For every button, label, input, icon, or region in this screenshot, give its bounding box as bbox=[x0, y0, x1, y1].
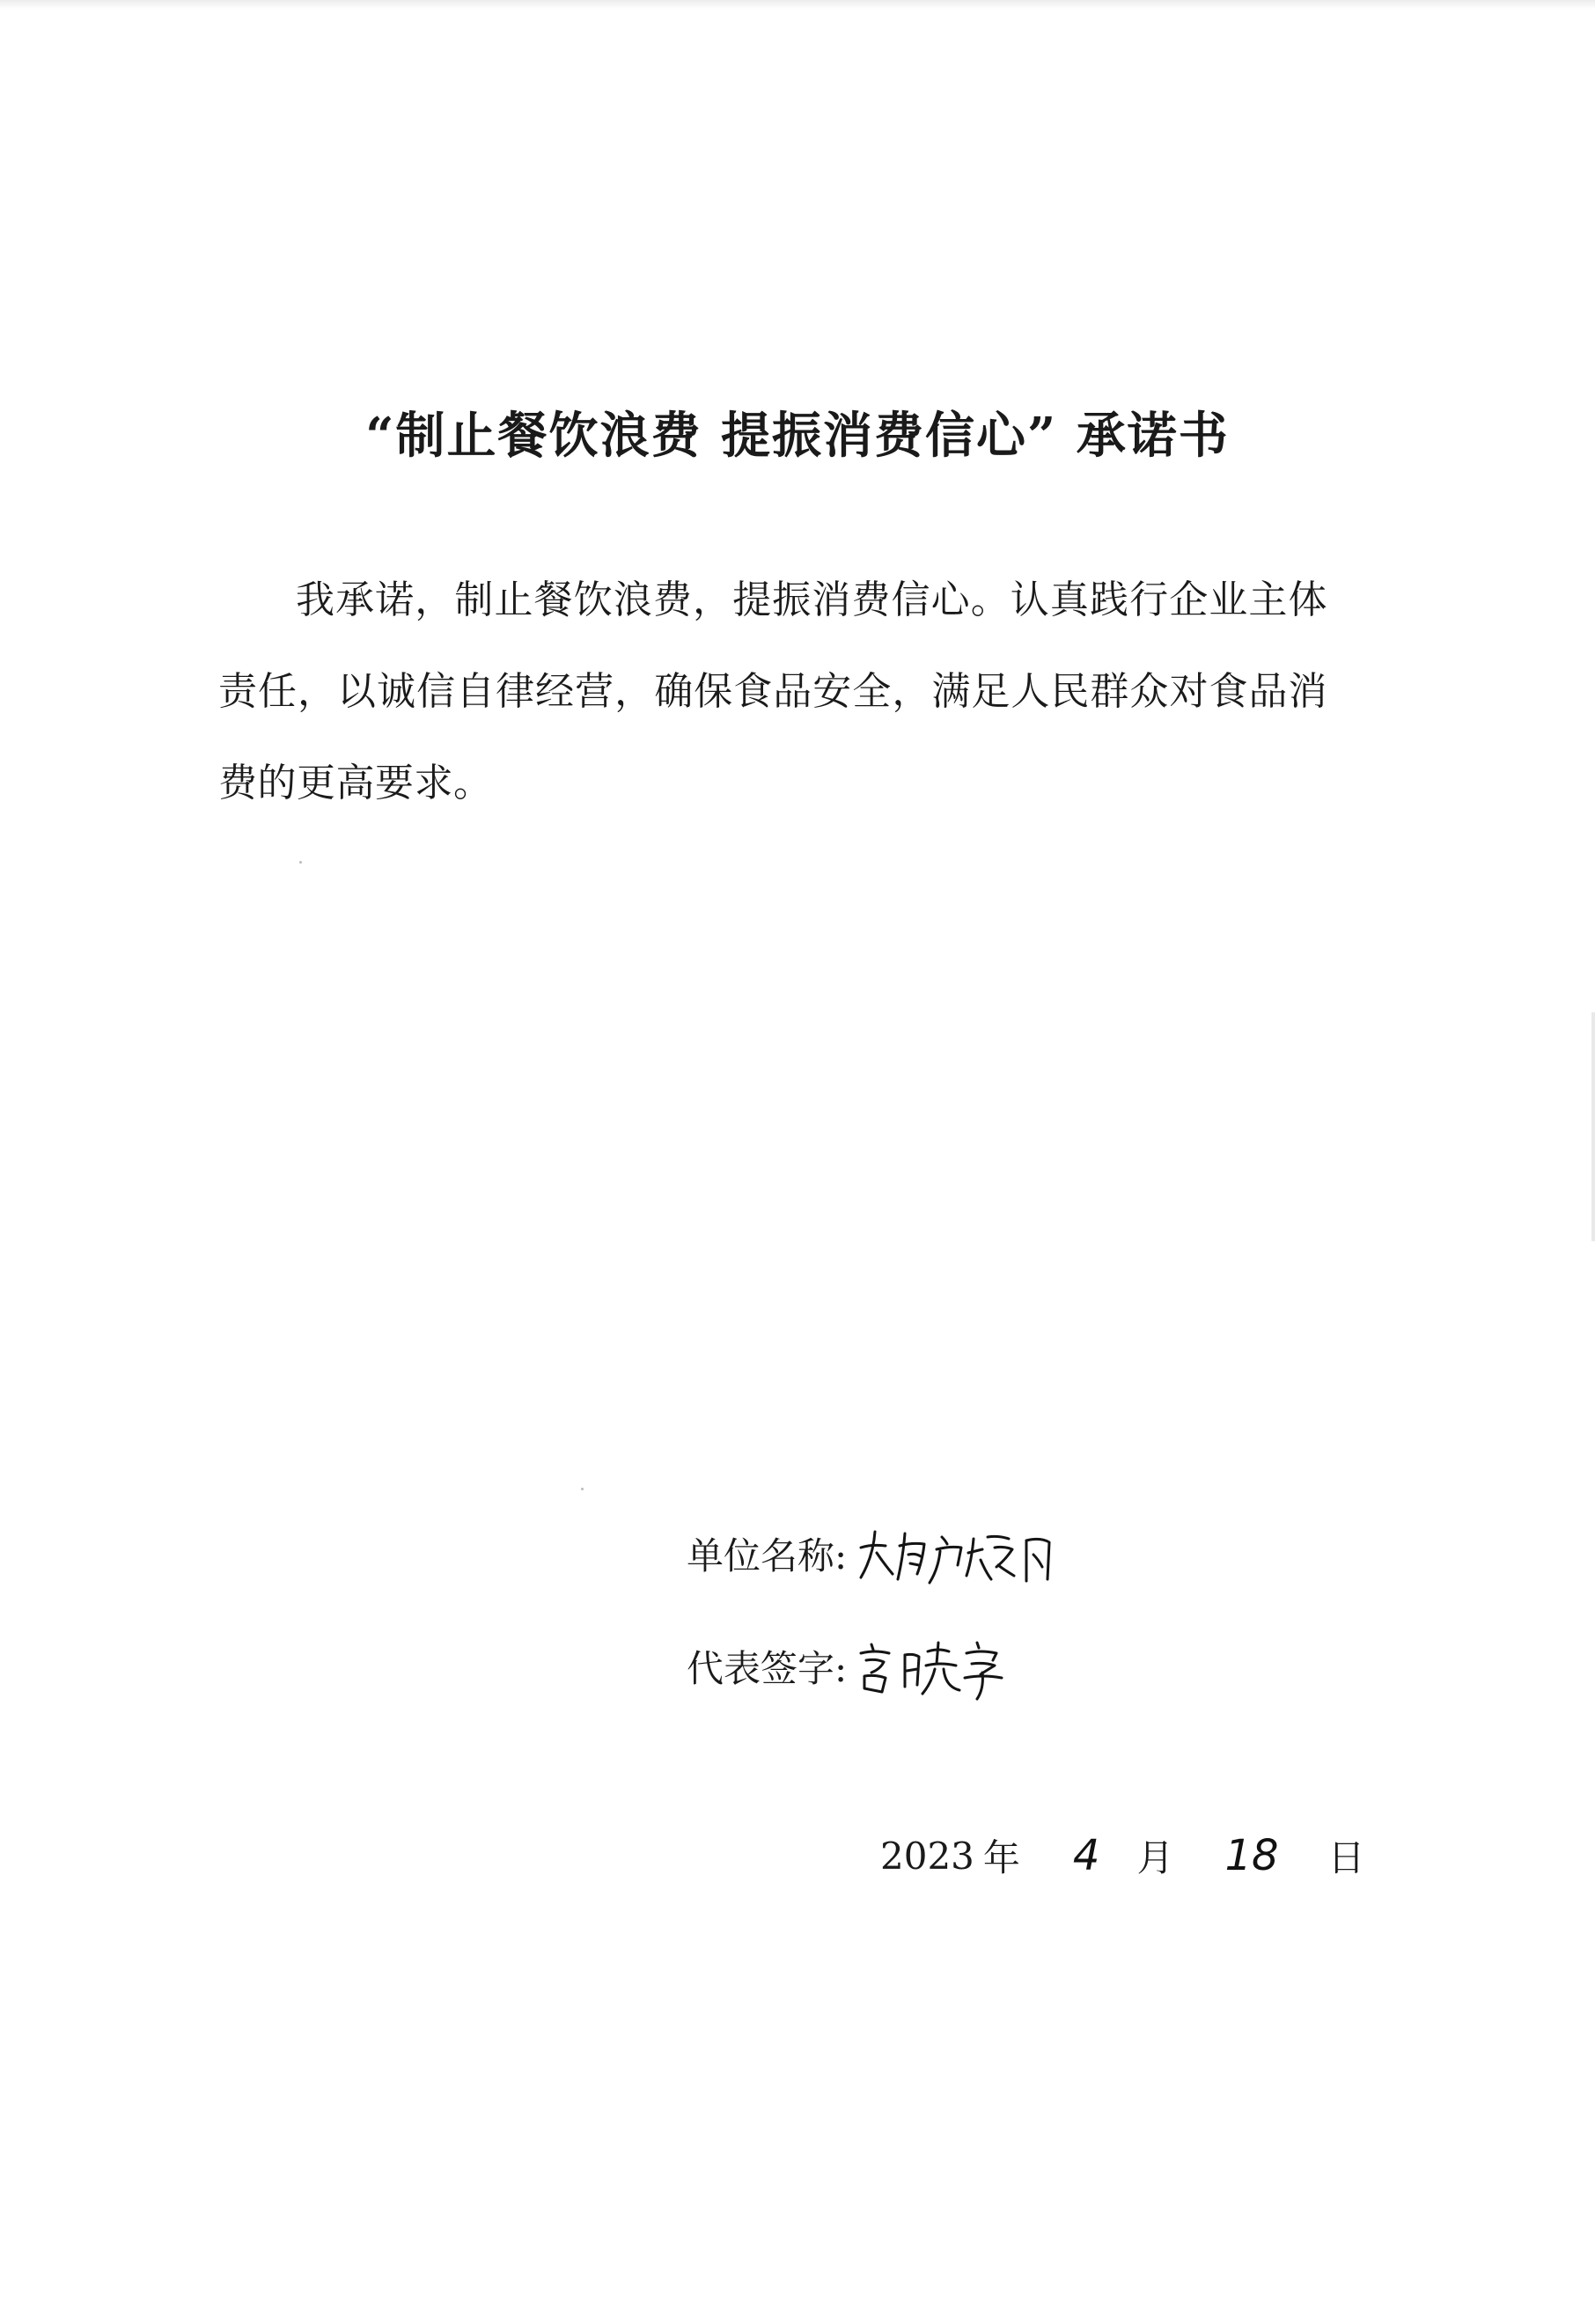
date-month-unit: 月 bbox=[1136, 1836, 1174, 1879]
unit-name-row bbox=[687, 1521, 1056, 1592]
date-month-handwritten: 4 bbox=[1072, 1831, 1100, 1880]
date-day-handwritten: 18 bbox=[1224, 1831, 1279, 1880]
scan-speck bbox=[581, 1488, 584, 1490]
scan-speck bbox=[299, 861, 302, 864]
document-title: “制止餐饮浪费 提振消费信心” 承诺书 bbox=[365, 407, 1230, 465]
pledge-body-text: 我承诺，制止餐饮浪费，提振消费信心。认真践行企业主体责任，以诚信自律经营，确保食品安全，满足人民群众对食品消费的更高要求。 bbox=[218, 577, 1327, 805]
representative-signature-handwriting bbox=[854, 1634, 1021, 1704]
date-year: 2023 bbox=[880, 1834, 974, 1878]
unit-name-label: 单位名称: bbox=[687, 1534, 848, 1578]
representative-signature-row bbox=[687, 1634, 1021, 1704]
scan-shadow-right bbox=[1591, 1012, 1595, 1241]
unit-name-handwriting bbox=[854, 1521, 1056, 1592]
date-day-unit: 日 bbox=[1327, 1836, 1365, 1879]
representative-signature-label: 代表签字: bbox=[687, 1647, 848, 1690]
signing-date bbox=[880, 1820, 1365, 1891]
scan-shadow-top bbox=[0, 0, 1595, 9]
date-year-unit: 年 bbox=[982, 1836, 1020, 1879]
